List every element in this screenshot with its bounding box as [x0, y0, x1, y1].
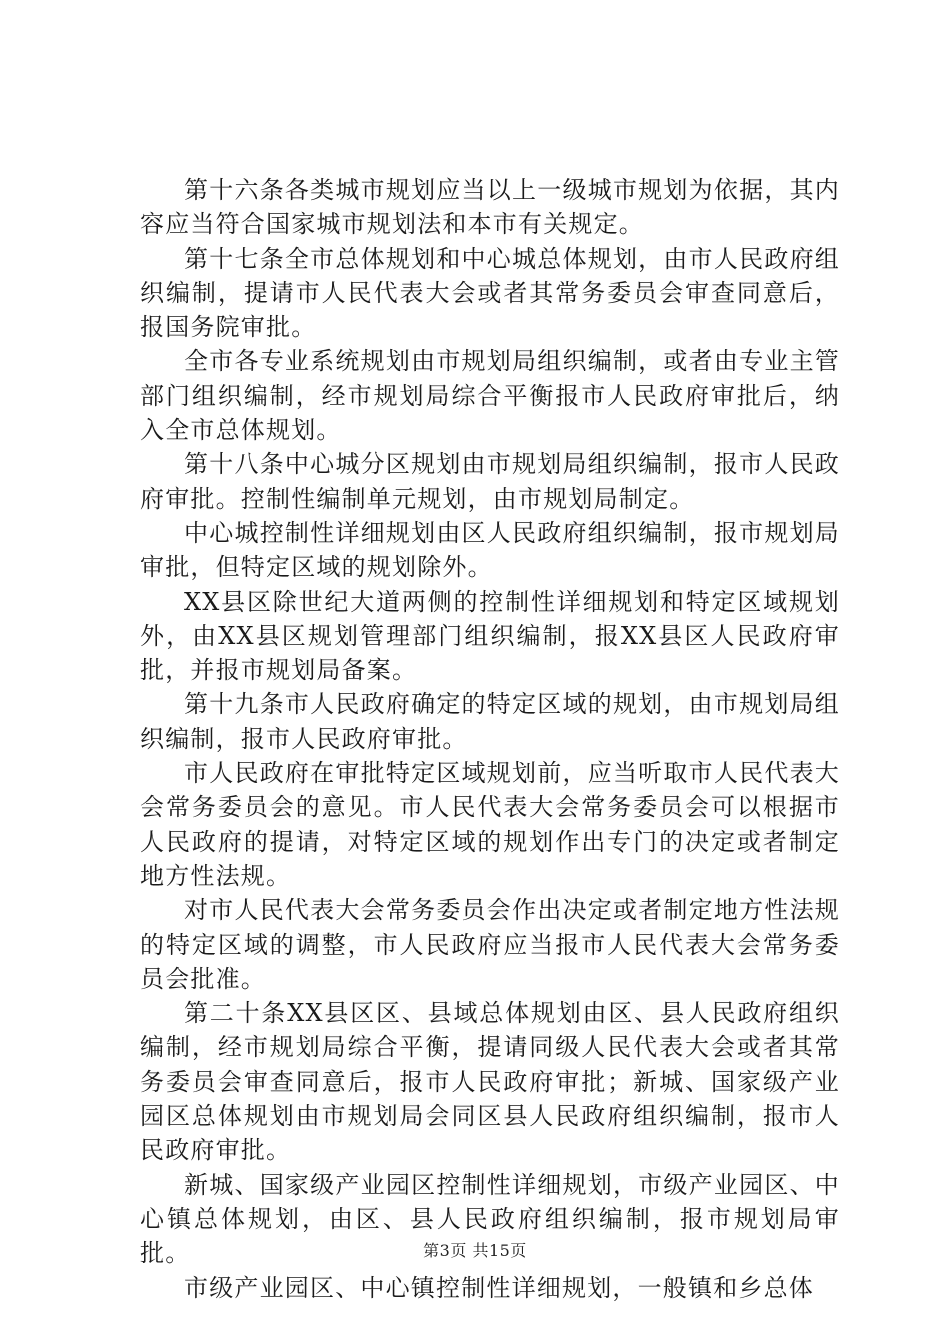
page-footer — [0, 1241, 950, 1261]
paragraph-article-18: 第十八条中心城分区规划由市规划局组织编制，报市人民政府审批。控制性编制单元规划，由市规划局制定。 — [140, 450, 840, 513]
paragraph-central-city-detailed-plan: 中心城控制性详细规划由区人民政府组织编制，报市规划局审批，但特定区域的规划除外。 — [140, 518, 840, 582]
paragraph-standing-committee-opinion: 市人民政府在审批特定区域规划前，应当听取市人民代表大会常务委员会的意见。市人民代表大会常务委员会可以根据市人民政府的提请，对特定区域的规划作出专门的决定或者制定地方性法规。 — [140, 759, 840, 890]
paragraph-specialized-systems: 全市各专业系统规划由市规划局组织编制，或者由专业主管部门组织编制，经市规划局综合平衡报市人民政府审批后，纳入全市总体规划。 — [140, 347, 840, 445]
paragraph-adjustment-approval: 对市人民代表大会常务委员会作出决定或者制定地方性法规的特定区域的调整，市人民政府应当报市人民代表大会常务委员会批准。 — [140, 896, 840, 993]
page-number: 第3页 共15页 — [423, 1241, 527, 1260]
paragraph-xx-district-plan: XX县区除世纪大道两侧的控制性详细规划和特定区域规划外，由XX县区规划管理部门组织编制，报XX县区人民政府审批，并报市规划局备案。 — [140, 587, 840, 685]
paragraph-article-20: 第二十条XX县区区、县域总体规划由区、县人民政府组织编制，经市规划局综合平衡，提请同级人民代表大会或者其常务委员会审查同意后，报市人民政府审批；新城、国家级产业园区总体规划由市规划局会同区县人民政府组织编制，报市人民政府审批。 — [140, 999, 840, 1165]
paragraph-article-16: 第十六条各类城市规划应当以上一级城市规划为依据，其内容应当符合国家城市规划法和本市有关规定。 — [140, 176, 840, 239]
paragraph-new-city-industrial-parks: 新城、国家级产业园区控制性详细规划，市级产业园区、中心镇总体规划，由区、县人民政府组织编制，报市规划局审批。 — [140, 1170, 840, 1268]
paragraph-municipal-industrial-parks: 市级产业园区、中心镇控制性详细规划，一般镇和乡总体 — [184, 1273, 814, 1302]
document-body — [140, 173, 840, 1305]
paragraph-article-17: 第十七条全市总体规划和中心城总体规划，由市人民政府组织编制，提请市人民代表大会或者其常务委员会审查同意后，报国务院审批。 — [140, 244, 840, 342]
paragraph-article-19: 第十九条市人民政府确定的特定区域的规划，由市规划局组织编制，报市人民政府审批。 — [140, 690, 840, 753]
